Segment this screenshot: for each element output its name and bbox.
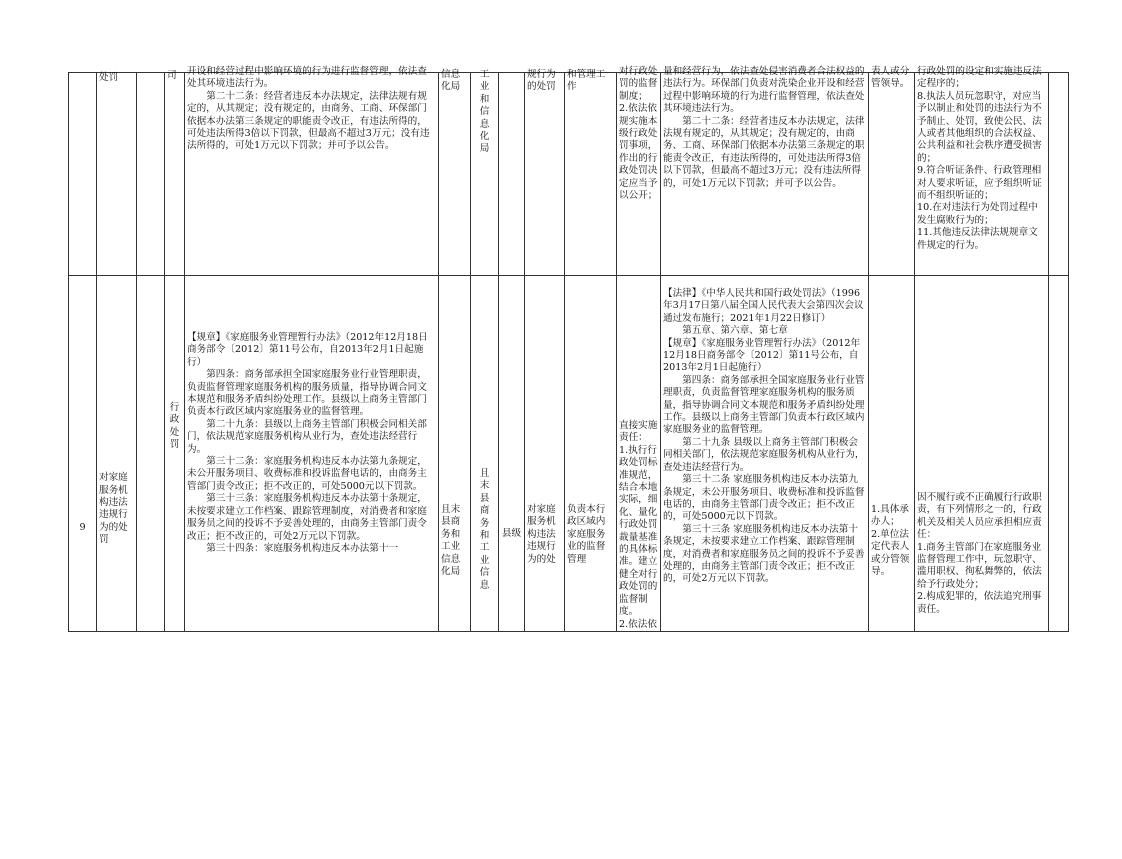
duty-scope-text: 负责本行政区域内家庭服务业的监督管理 [567, 504, 606, 565]
cell-item-name [97, 276, 137, 632]
cell-law-text [661, 66, 869, 276]
dept-a-text: 信息化局 [441, 69, 461, 93]
cell-subject [869, 66, 915, 276]
cell-duty-scope [565, 276, 617, 632]
cell-responsibility [617, 276, 661, 632]
accountability-item: 8.执法人员玩忽职守，对应当予以制止和处罚的违法行为不予制止、处罚，致使公民、法人或者其他组织的合法权益、公共利益和社会秩序遭受损害的； [917, 90, 1042, 164]
cell-accountability [915, 276, 1049, 632]
cell-no [69, 276, 97, 632]
cell-sub-empty [137, 276, 165, 632]
cell-dept-b [471, 276, 499, 632]
basis-paragraph: 第二十九条：县级以上商务主管部门积极会同相关部门，依法规范家庭服务机构从业行为，查处违法经营行为。 [187, 418, 427, 455]
cell-dept-a [439, 276, 471, 632]
law-paragraph: 第二十九条 县级以上商务主管部门积极会同相关部门，依法规范家庭服务机构从业行为，查处违法经营行为。 [663, 436, 865, 473]
cell-duty-scope [565, 69, 617, 276]
law-paragraph: 第三十三条 家庭服务机构违反本办法第十条规定，未按要求建立工作档案、跟踪管理制度，对消费者和家庭服务员之间的投诉不予妥善处理的，由商务主管部门责令改正；拒不改正的，可处2万元以下罚款。 [663, 523, 865, 585]
accountability-item: 因不履行或不正确履行行政职责，有下列情形之一的，行政机关及相关人员应承担相应责任： [917, 492, 1042, 541]
item-name-text: 对家庭服务机构违法违规行为的处罚 [99, 472, 128, 546]
matter-text: 规行为的处罚 [527, 69, 556, 93]
law-paragraph: 【规章】《家庭服务业管理暂行办法》（2012年12月18日商务部令〔2012〕第11号公布，自2013年2月1日起施行） [663, 337, 861, 374]
cell-legal-basis [185, 66, 439, 276]
row-number: 9 [79, 522, 86, 534]
table-row-prev [69, 73, 1069, 276]
cell-item-type [165, 276, 185, 632]
cell-responsibility [617, 66, 661, 276]
subject-text: 表人或分管领导。 [871, 66, 910, 90]
basis-paragraph: 第三十二条：家庭服务机构违反本办法第九条规定，未公开服务项目、收费标准和投诉监督电话的，由商务主管部门责令改正；拒不改正的，可处5000元以下罚款。 [187, 456, 427, 492]
subject-text: 1.具体承办人； 2.单位法定代表人或分管领导。 [871, 504, 910, 578]
accountability-item: 1.商务主管部门在家庭服务业监督管理工作中，玩忽职守、滥用职权、徇私舞弊的，依法给予行政处分； [917, 541, 1042, 590]
accountability-item: 10.在对违法行为处罚过程中发生腐败行为的； [917, 202, 1038, 226]
law-paragraph: 量和经营行为，依法查处侵害消费者合法权益的违法行为。环保部门负责对洗染企业开设和经营过程中影响环境的行为进行监督管理，依法查处其环境违法行为。 [663, 66, 865, 115]
basis-paragraph: 第四条：商务部承担全国家庭服务业行业管理职责，负责监督管理家庭服务机构的服务质量，指导协调合同文本规范和服务矛盾纠纷处理工作。县级以上商务主管部门负责本行政区域内家庭服务业的监督管理。 [187, 369, 427, 418]
table-row-item-9 [69, 276, 1069, 632]
accountability-item: 2.构成犯罪的，依法追究刑事责任。 [917, 591, 1042, 615]
dept-a-text: 且末县商务和工业信息化局 [441, 504, 461, 578]
cell-dept-a [439, 69, 471, 276]
cell-dept-b [471, 69, 499, 276]
cell-sub-empty [137, 73, 165, 276]
law-paragraph: 第五章、第六章、第七章 [682, 325, 788, 337]
responsibility-table-sheet [68, 66, 1048, 630]
basis-paragraph: 第三十四条：家庭服务机构违反本办法第十一 [206, 542, 399, 554]
matter-text: 对家庭服务机构违法违规行为的处 [527, 504, 556, 565]
accountability-item: 11.其他违反法律法规规章文件规定的行为。 [917, 227, 1038, 251]
responsibility-text: 直接实施责任： 1.执行行政处罚标准规范，结合本地实际，细化、量化行政处罚裁量基准的具体标准。建立健全对行政处罚的监督制度。 2.依法依 [619, 420, 658, 630]
basis-paragraph: 第二十二条：经营者违反本办法规定，法律法规有规定的，从其规定；没有规定的，由商务、工商、环保部门依据本办法第三条规定的职能责令改正，有违法所得的，可处违法所得3倍以下罚款，但最高不超过3万元；没有违法所得的，可处1万元以下罚款；并可予以公告。 [187, 90, 430, 152]
cell-matter [525, 69, 565, 276]
basis-paragraph: 【规章】《家庭服务业管理暂行办法》（2012年12月18日商务部令〔2012〕第11号公布，自2013年2月1日起施行） [187, 332, 428, 368]
duty-scope-text: 和管理工作 [567, 69, 606, 93]
cell-law-text [661, 276, 869, 632]
cell-level [499, 276, 525, 632]
law-paragraph: 第二十二条：经营者违反本办法规定，法律法规有规定的，从其规定；没有规定的，由商务、工商、环保部门依据本办法第三条规定的职能责令改正，有违法所得的，可处违法所得3倍以下罚款，但最高不超过3万元；没有违法所得的，可处1万元以下罚款；并可予以公告。 [663, 115, 865, 189]
responsibility-table [68, 66, 1069, 632]
cell-matter [525, 276, 565, 632]
law-paragraph: 【法律】《中华人民共和国行政处罚法》（1996年3月17日第八届全国人民代表大会第四次会议通过发布施行；2021年1月22日修订） [663, 288, 864, 324]
cell-remark-empty [1049, 276, 1069, 632]
cell-remark-empty [1049, 73, 1069, 276]
cell-accountability [915, 66, 1049, 276]
cell-level-empty [499, 73, 525, 276]
cell-legal-basis [185, 276, 439, 632]
accountability-item: 9.符合听证条件、行政管理相对人要求听证，应予组织听证而不组织听证的； [917, 165, 1042, 202]
law-paragraph: 第四条：商务部承担全国家庭服务业行业管理职责，负责监督管理家庭服务机构的服务质量，指导协调合同文本规范和服务矛盾纠纷处理工作。县级以上商务主管部门负责本行政区域内家庭服务业的监督管理。 [663, 374, 865, 436]
cell-no-empty [69, 73, 97, 276]
item-type-text: 行政处罚 [169, 402, 180, 451]
cell-type-fragment [165, 70, 185, 276]
dept-b-text: 工业和信息化局 [479, 69, 490, 155]
responsibility-text: 对行政处罚的监督制度； 2.依法依规实施本级行政处罚事项，作出的行政处罚决定应当予以公开； [619, 66, 658, 202]
accountability-item: 行政处罚的设定和实施违反法定程序的； [917, 66, 1042, 90]
item-name-fragment: 处罚 [99, 72, 119, 83]
basis-paragraph: 第三十三条：家庭服务机构违反本办法第十条规定，未按要求建立工作档案、跟踪管理制度，对消费者和家庭服务员之间的投诉不予妥善处理的，由商务主管部门责令改正；拒不改正的，可处2万元以下罚款。 [187, 493, 427, 542]
dept-b-text: 且末县商务和工业信息 [479, 468, 490, 591]
law-paragraph: 第三十二条 家庭服务机构违反本办法第九条规定，未公开服务项目、收费标准和投诉监督电话的，由商务主管部门责令改正；拒不改正的，可处5000元以下罚款。 [663, 474, 865, 523]
basis-paragraph: 开设和经营过程中影响环境的行为进行监督管理，依法查处其环境违法行为。 [187, 66, 427, 90]
type-fragment: 司 [167, 70, 177, 81]
cell-item-name [97, 73, 137, 276]
level-text: 县级 [501, 528, 522, 539]
cell-subject [869, 276, 915, 632]
